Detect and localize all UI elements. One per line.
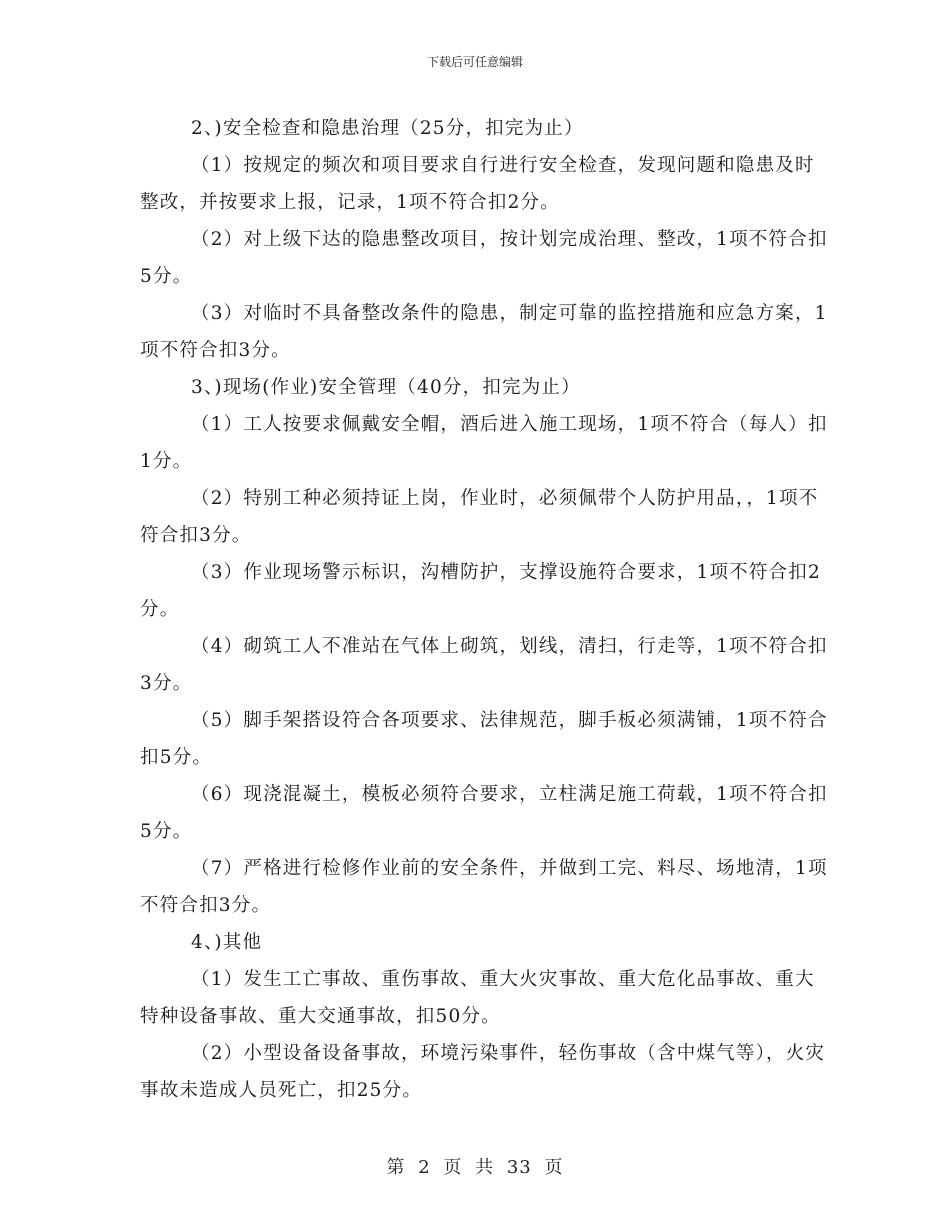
list-item: （1）按规定的频次和项目要求自行进行安全检查，发现问题和隐患及时整改，并按要求上报，记录，1项不符合扣2分。 bbox=[140, 155, 815, 213]
list-item: （3）对临时不具备整改条件的隐患，制定可靠的监控措施和应急方案，1项不符合扣3分。 bbox=[140, 303, 828, 361]
list-item: （1）发生工亡事故、重伤事故、重大火灾事故、重大危化品事故、重大特种设备事故、重大交通事故，扣50分。 bbox=[140, 969, 815, 1027]
section-heading: 4、)其他 bbox=[191, 932, 263, 953]
section-heading: 2、)安全检查和隐患治理（25分，扣完为止） bbox=[191, 118, 584, 139]
list-item: （2）特别工种必须持证上岗，作业时，必须佩带个人防护用品，，1项不符合扣3分。 bbox=[140, 488, 819, 546]
list-item: （2）对上级下达的隐患整改项目，按计划完成治理、整改，1项不符合扣5分。 bbox=[140, 229, 828, 287]
section-heading: 3、)现场(作业)安全管理（40分，扣完为止） bbox=[191, 377, 581, 398]
page-number: 第 2 页 共 33 页 bbox=[386, 1157, 564, 1178]
document-body bbox=[140, 110, 830, 1109]
list-item: （4）砌筑工人不准站在气体上砌筑，划线，清扫，行走等，1项不符合扣3分。 bbox=[140, 636, 828, 694]
list-item: （2）小型设备设备事故，环境污染事件，轻伤事故（含中煤气等），火灾事故未造成人员死亡，扣25分。 bbox=[140, 1043, 826, 1101]
list-item: （1）工人按要求佩戴安全帽，酒后进入施工现场，1项不符合（每人）扣1分。 bbox=[140, 414, 828, 472]
list-item: （3）作业现场警示标识，沟槽防护，支撑设施符合要求，1项不符合扣2分。 bbox=[140, 562, 821, 620]
list-item: （6）现浇混凝土，模板必须符合要求，立柱满足施工荷载，1项不符合扣5分。 bbox=[140, 784, 828, 842]
list-item: （5）脚手架搭设符合各项要求、法律规范，脚手板必须满铺，1项不符合扣5分。 bbox=[140, 710, 828, 768]
list-item: （7）严格进行检修作业前的安全条件，并做到工完、料尽、场地清，1项不符合扣3分。 bbox=[140, 858, 828, 916]
page-header-note: 下载后可任意编辑 bbox=[426, 55, 523, 69]
